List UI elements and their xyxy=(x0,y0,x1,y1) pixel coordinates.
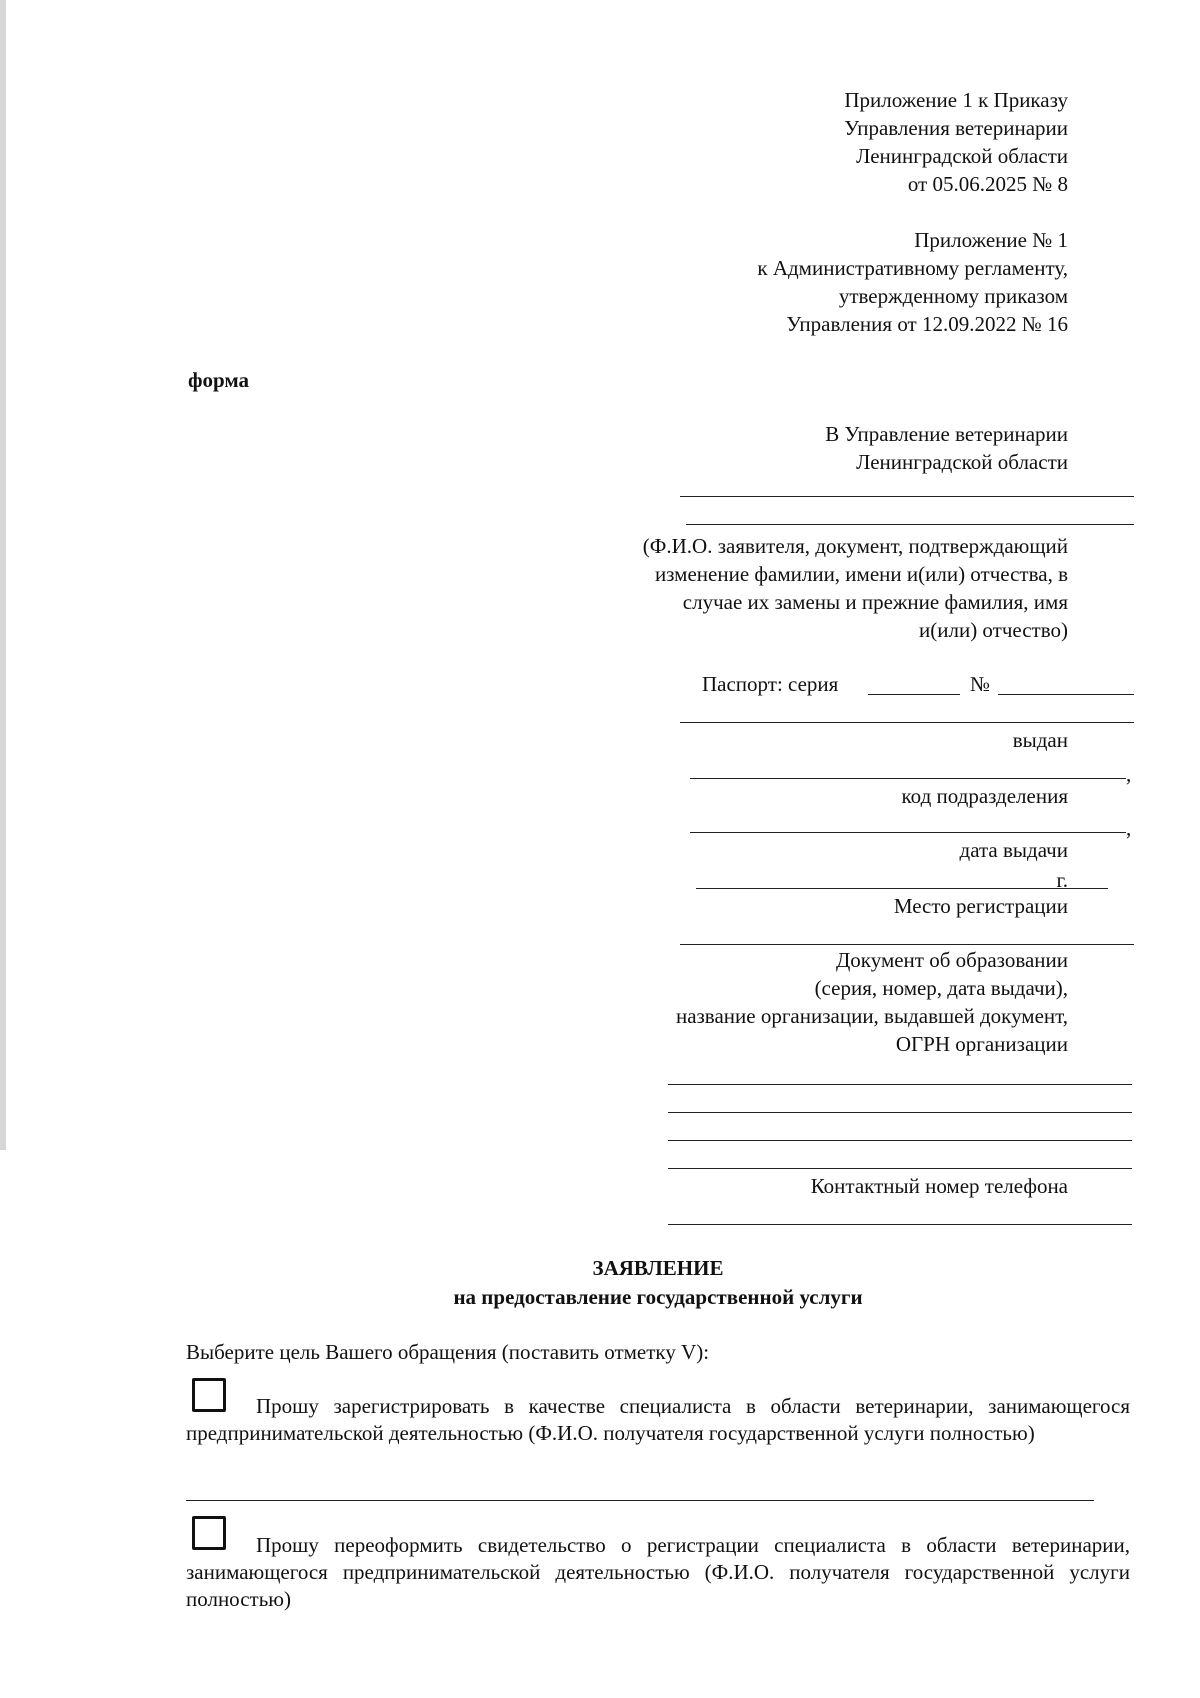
passport-series-label: Паспорт: серия xyxy=(702,672,839,696)
applicant-hint-line: случае их замены и прежние фамилия, имя xyxy=(682,590,1068,614)
purpose-prompt: Выберите цель Вашего обращения (поставить отметку V): xyxy=(186,1340,710,1364)
annex-1-line: Приложение 1 к Приказу xyxy=(844,88,1068,112)
education-field-4[interactable] xyxy=(668,1168,1132,1169)
registration-label: Место регистрации xyxy=(893,894,1068,918)
annex-2-line: Управления от 12.09.2022 № 16 xyxy=(786,312,1068,336)
annex-1-line: Управления ветеринарии xyxy=(844,116,1068,140)
division-code-comma: , xyxy=(1126,816,1132,840)
phone-label: Контактный номер телефона xyxy=(810,1174,1068,1198)
year-suffix: г. xyxy=(1056,868,1068,892)
option-2-text: Прошу переоформить свидетельство о регистрации специалиста в области ветеринарии, занимающегося предпринимательской деятельностью (Ф.И.О. получателя государственной услуги полностью) xyxy=(186,1533,1130,1611)
passport-series-field[interactable] xyxy=(868,694,960,695)
issue-date-field[interactable] xyxy=(696,888,1108,889)
addressee-line: В Управление ветеринарии xyxy=(825,422,1068,446)
education-line: ОГРН организации xyxy=(895,1032,1068,1056)
applicant-hint-line: изменение фамилии, имени и(или) отчества, в xyxy=(654,562,1068,586)
annex-2-line: к Административному регламенту, xyxy=(757,256,1068,280)
passport-number-label: № xyxy=(970,672,991,696)
education-field-1[interactable] xyxy=(668,1084,1132,1085)
annex-1-line: от 05.06.2025 № 8 xyxy=(907,172,1068,196)
form-label: форма xyxy=(188,368,250,392)
scan-edge xyxy=(0,0,6,1150)
passport-number-field[interactable] xyxy=(998,694,1134,695)
document-title: ЗАЯВЛЕНИЕ xyxy=(592,1256,724,1280)
division-code-field[interactable] xyxy=(690,832,1126,833)
annex-2-line: утвержденному приказом xyxy=(838,284,1068,308)
addressee-line: Ленинградской области xyxy=(856,450,1068,474)
issued-label: выдан xyxy=(1012,728,1068,752)
education-line: Документ об образовании xyxy=(835,948,1068,972)
option-1-recipient-field[interactable] xyxy=(186,1500,1094,1501)
applicant-hint-line: и(или) отчество) xyxy=(919,618,1068,642)
education-field-2[interactable] xyxy=(668,1112,1132,1113)
phone-field[interactable] xyxy=(668,1224,1132,1225)
applicant-name-field[interactable] xyxy=(680,496,1134,497)
issued-by-field[interactable] xyxy=(690,778,1126,779)
education-field-3[interactable] xyxy=(668,1140,1132,1141)
annex-2-line: Приложение № 1 xyxy=(914,228,1068,252)
annex-1-line: Ленинградской области xyxy=(856,144,1068,168)
issued-comma: , xyxy=(1126,762,1132,786)
passport-extra-field[interactable] xyxy=(680,722,1134,723)
document-subtitle: на предоставление государственной услуги xyxy=(453,1285,863,1309)
applicant-name-field-2[interactable] xyxy=(686,524,1134,525)
registration-field[interactable] xyxy=(680,944,1134,945)
division-code-label: код подразделения xyxy=(901,784,1068,808)
education-line: (серия, номер, дата выдачи), xyxy=(814,976,1068,1000)
education-line: название организации, выдавшей документ, xyxy=(675,1004,1068,1028)
issue-date-label: дата выдачи xyxy=(959,838,1068,862)
applicant-hint-line: (Ф.И.О. заявителя, документ, подтверждающий xyxy=(642,534,1068,558)
option-1-text: Прошу зарегистрировать в качестве специалиста в области ветеринарии, занимающегося предпринимательской деятельностью (Ф.И.О. получателя государственной услуги полностью) xyxy=(186,1394,1130,1445)
